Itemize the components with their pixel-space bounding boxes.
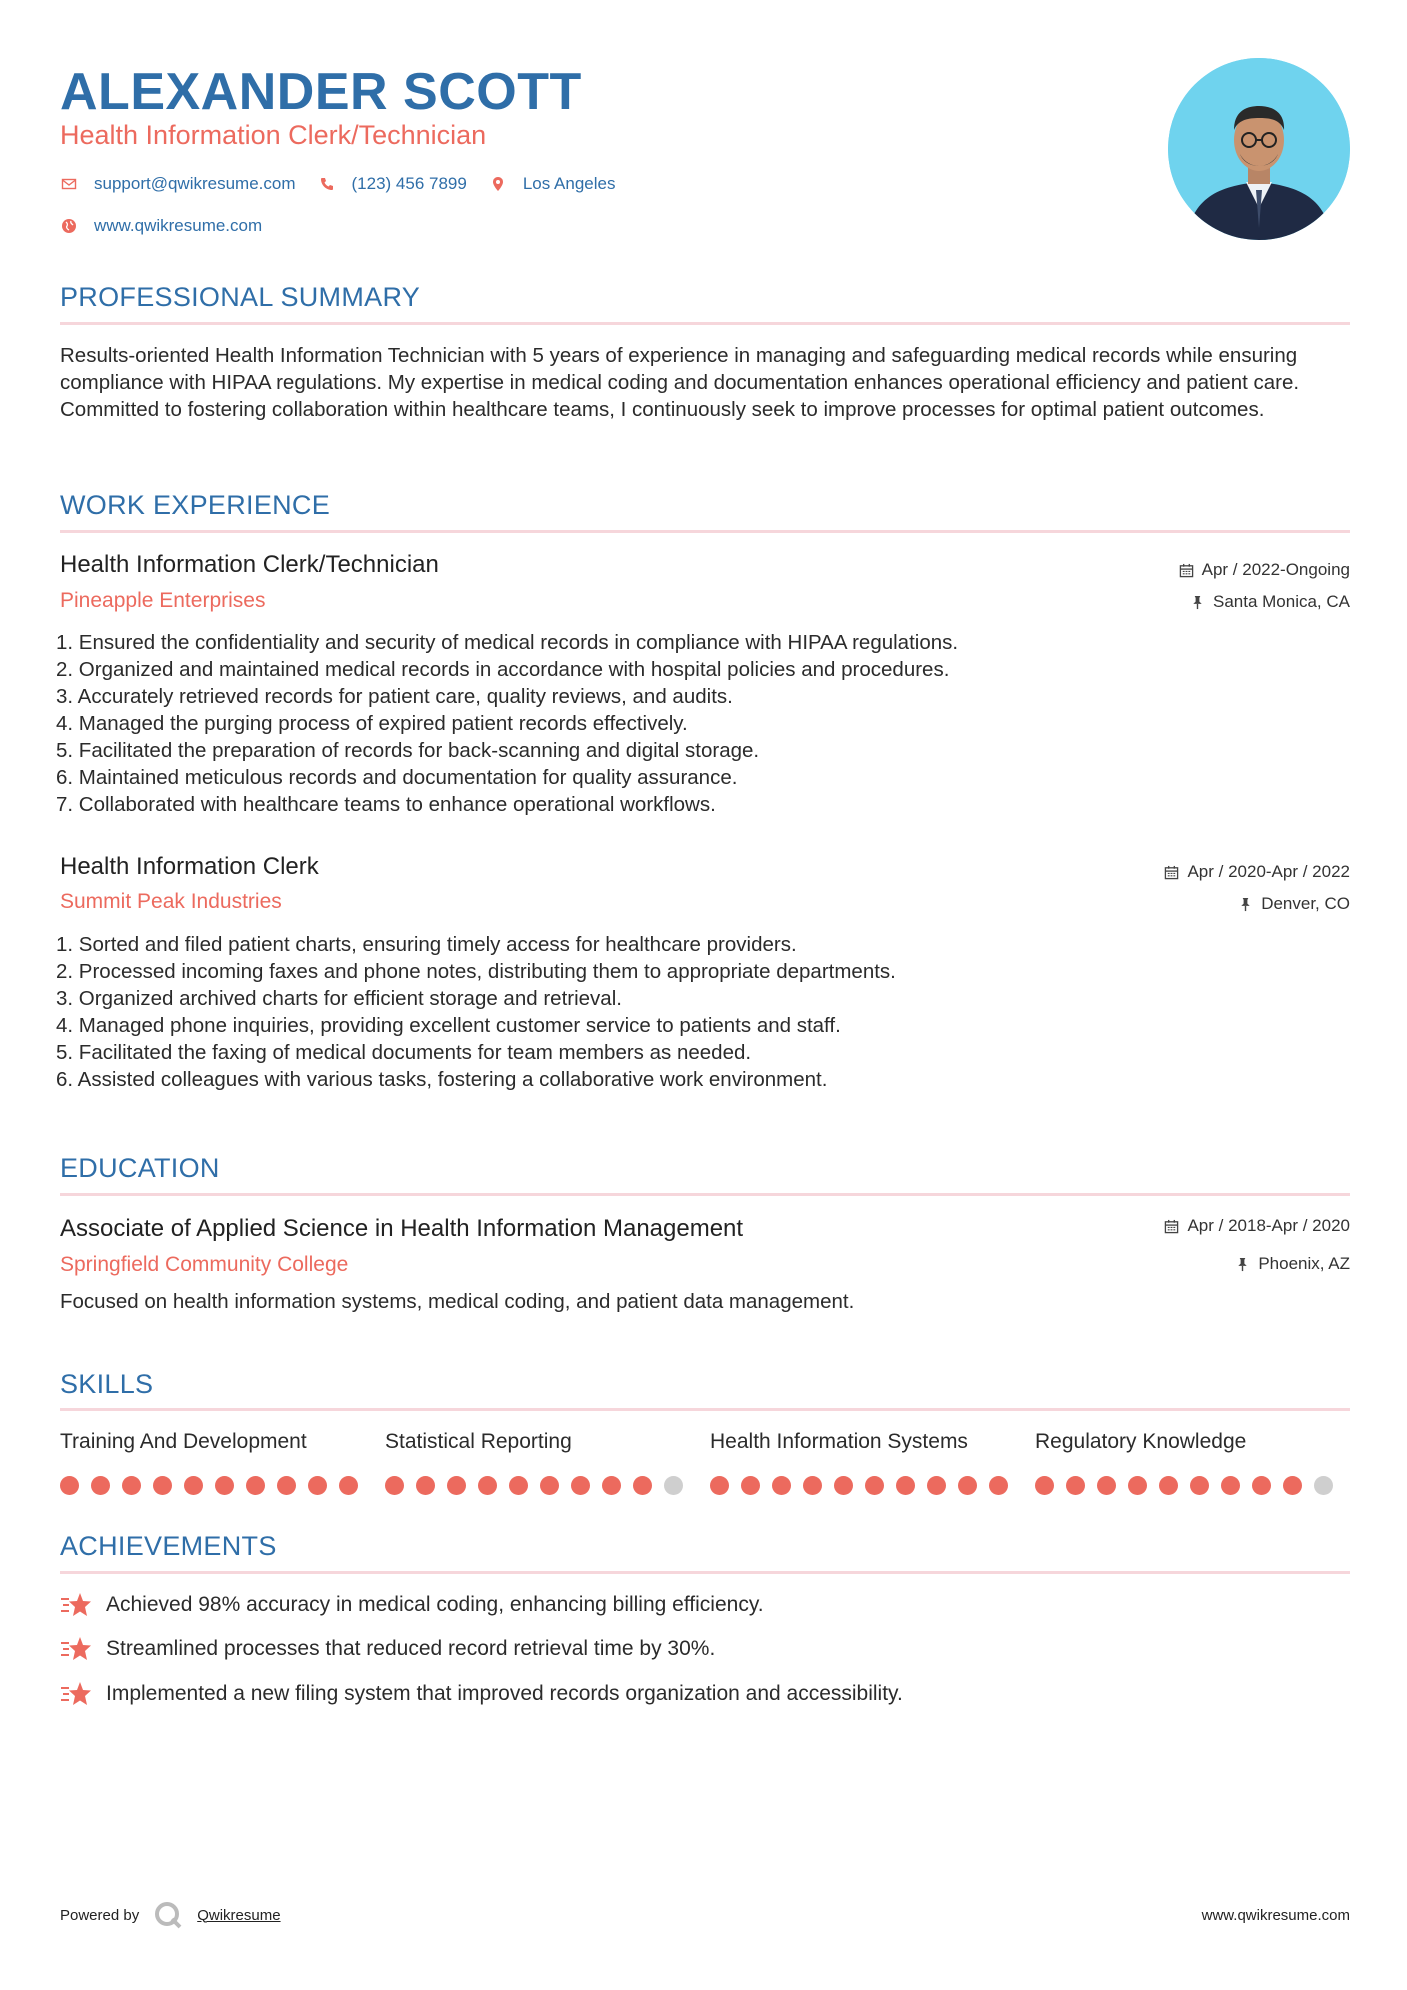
- summary-heading: PROFESSIONAL SUMMARY: [60, 282, 421, 312]
- skill-rating: [60, 1476, 385, 1495]
- powered-by-label: Powered by: [60, 1906, 140, 1924]
- achievement-text: Implemented a new filing system that improved records organization and accessibility.: [106, 1682, 903, 1705]
- map-pin-icon: [489, 175, 507, 193]
- contact-location: [489, 174, 616, 194]
- contact-website[interactable]: [60, 216, 262, 236]
- list-item: 4. Managed the purging process of expired patient records effectively.: [56, 712, 688, 735]
- education-description: Focused on health information systems, medical coding, and patient data management.: [60, 1290, 855, 1313]
- pushpin-icon: [1238, 897, 1253, 912]
- job-title: Health Information Clerk: [60, 853, 319, 880]
- job-location: [1238, 894, 1350, 914]
- footer-powered-by: [60, 1900, 281, 1930]
- rating-dot-filled: [571, 1476, 590, 1495]
- rating-dot-filled: [246, 1476, 265, 1495]
- rating-dot-filled: [509, 1476, 528, 1495]
- skill-name: Health Information Systems: [710, 1430, 968, 1453]
- rating-dot-empty: [664, 1476, 683, 1495]
- location-text: Los Angeles: [522, 174, 616, 193]
- job-bullets: [56, 931, 1306, 1093]
- calendar-icon: [1164, 865, 1179, 880]
- rating-dot-filled: [772, 1476, 791, 1495]
- list-item: 4. Managed phone inquiries, providing excellent customer service to patients and staff.: [56, 1014, 841, 1037]
- rating-dot-filled: [741, 1476, 760, 1495]
- pushpin-icon: [1190, 595, 1205, 610]
- section-divider: [60, 322, 1350, 325]
- education-location: [1235, 1254, 1350, 1274]
- envelope-icon: [60, 175, 78, 193]
- phone-text: (123) 456 7899: [351, 174, 467, 193]
- rating-dot-filled: [927, 1476, 946, 1495]
- rating-dot-filled: [447, 1476, 466, 1495]
- star-badge-icon: [60, 1591, 92, 1619]
- list-item: 3. Organized archived charts for efficient storage and retrieval.: [56, 987, 622, 1010]
- email-text: support@qwikresume.com: [94, 174, 296, 193]
- list-item: 1. Sorted and filed patient charts, ensuring timely access for healthcare providers.: [56, 933, 797, 956]
- education-dates-text: Apr / 2018-Apr / 2020: [1187, 1216, 1350, 1235]
- list-item: 6. Maintained meticulous records and documentation for quality assurance.: [56, 766, 738, 789]
- list-item: 2. Organized and maintained medical records in accordance with hospital policies and procedures.: [56, 658, 950, 681]
- section-divider: [60, 1571, 1350, 1574]
- rating-dot-filled: [633, 1476, 652, 1495]
- list-item: 1. Ensured the confidentiality and security of medical records in compliance with HIPAA regulations.: [56, 631, 959, 654]
- rating-dot-filled: [865, 1476, 884, 1495]
- list-item: 5. Facilitated the preparation of records for back-scanning and digital storage.: [56, 739, 760, 762]
- rating-dot-filled: [1159, 1476, 1178, 1495]
- job-title: Health Information Clerk/Technician: [60, 551, 439, 578]
- achievement-text: Achieved 98% accuracy in medical coding, enhancing billing efficiency.: [106, 1593, 764, 1616]
- rating-dot-filled: [803, 1476, 822, 1495]
- rating-dot-filled: [339, 1476, 358, 1495]
- rating-dot-filled: [1190, 1476, 1209, 1495]
- education-location-text: Phoenix, AZ: [1258, 1254, 1350, 1273]
- rating-dot-filled: [1035, 1476, 1054, 1495]
- rating-dot-filled: [416, 1476, 435, 1495]
- degree-title: Associate of Applied Science in Health Information Management: [60, 1215, 744, 1242]
- footer-url[interactable]: www.qwikresume.com: [1201, 1907, 1350, 1924]
- contact-phone[interactable]: [318, 174, 467, 194]
- globe-icon: [60, 217, 78, 235]
- footer-brand-link[interactable]: Qwikresume: [197, 1906, 281, 1924]
- skill-item: [60, 1430, 385, 1495]
- pushpin-icon: [1235, 1257, 1250, 1272]
- rating-dot-filled: [91, 1476, 110, 1495]
- star-badge-icon: [60, 1635, 92, 1663]
- job-company: Summit Peak Industries: [60, 890, 282, 913]
- skill-item: [385, 1430, 710, 1495]
- skill-item: [1035, 1430, 1360, 1495]
- achievements-heading: ACHIEVEMENTS: [60, 1531, 277, 1561]
- rating-dot-filled: [540, 1476, 559, 1495]
- rating-dot-filled: [122, 1476, 141, 1495]
- qwikresume-logo-icon: [153, 1900, 183, 1930]
- job-location-text: Denver, CO: [1261, 894, 1350, 913]
- job-dates-text: Apr / 2022-Ongoing: [1201, 560, 1350, 579]
- rating-dot-filled: [1097, 1476, 1116, 1495]
- phone-icon: [318, 175, 336, 193]
- list-item: 7. Collaborated with healthcare teams to enhance operational workflows.: [56, 793, 716, 816]
- school-name: Springfield Community College: [60, 1253, 349, 1276]
- skill-rating: [385, 1476, 710, 1495]
- education-dates: [1164, 1216, 1350, 1236]
- list-item: 6. Assisted colleagues with various tasks, fostering a collaborative work environment.: [56, 1068, 828, 1091]
- section-divider: [60, 1408, 1350, 1411]
- education-heading: EDUCATION: [60, 1153, 220, 1183]
- rating-dot-filled: [60, 1476, 79, 1495]
- list-item: 2. Processed incoming faxes and phone notes, distributing them to appropriate departments.: [56, 960, 896, 983]
- rating-dot-filled: [1252, 1476, 1271, 1495]
- rating-dot-filled: [989, 1476, 1008, 1495]
- achievement-item: [60, 1680, 1350, 1708]
- experience-heading: WORK EXPERIENCE: [60, 490, 331, 520]
- achievement-text: Streamlined processes that reduced record retrieval time by 30%.: [106, 1637, 716, 1660]
- candidate-name: ALEXANDER SCOTT: [60, 63, 582, 121]
- candidate-role: Health Information Clerk/Technician: [60, 120, 487, 150]
- contact-row-website: [60, 216, 284, 236]
- rating-dot-filled: [385, 1476, 404, 1495]
- skills-list: [60, 1430, 1360, 1495]
- website-text: www.qwikresume.com: [94, 216, 263, 235]
- skill-item: [710, 1430, 1035, 1495]
- list-item: 3. Accurately retrieved records for patient care, quality reviews, and audits.: [56, 685, 733, 708]
- rating-dot-filled: [1283, 1476, 1302, 1495]
- skill-name: Training And Development: [60, 1430, 307, 1453]
- rating-dot-filled: [834, 1476, 853, 1495]
- summary-text: Results-oriented Health Information Technician with 5 years of experience in managing and safeguarding medical records while ensuring compliance with HIPAA regulations. My expertise in medical coding and documentation enhances operational efficiency and patient care. Committed to fostering collaboration within healthcare teams, I continuously seek to improve processes for optimal patient outcomes.: [60, 344, 1300, 421]
- skills-heading: SKILLS: [60, 1369, 154, 1399]
- skill-name: Statistical Reporting: [385, 1430, 572, 1453]
- job-dates: [1164, 862, 1350, 882]
- rating-dot-filled: [184, 1476, 203, 1495]
- job-dates-text: Apr / 2020-Apr / 2022: [1187, 862, 1350, 881]
- job-company: Pineapple Enterprises: [60, 589, 266, 612]
- skill-rating: [710, 1476, 1035, 1495]
- rating-dot-filled: [277, 1476, 296, 1495]
- rating-dot-filled: [1128, 1476, 1147, 1495]
- rating-dot-filled: [958, 1476, 977, 1495]
- rating-dot-filled: [710, 1476, 729, 1495]
- rating-dot-filled: [896, 1476, 915, 1495]
- skill-rating: [1035, 1476, 1360, 1495]
- avatar: [1168, 58, 1350, 240]
- job-location-text: Santa Monica, CA: [1212, 592, 1350, 611]
- job-location: [1190, 592, 1350, 612]
- achievement-item: [60, 1635, 1350, 1663]
- skill-name: Regulatory Knowledge: [1035, 1430, 1247, 1453]
- achievement-item: [60, 1591, 1350, 1619]
- star-badge-icon: [60, 1680, 92, 1708]
- section-divider: [60, 1193, 1350, 1196]
- contact-email[interactable]: [60, 174, 296, 194]
- rating-dot-filled: [1221, 1476, 1240, 1495]
- rating-dot-filled: [308, 1476, 327, 1495]
- job-bullets: [56, 629, 1306, 818]
- calendar-icon: [1164, 1219, 1179, 1234]
- section-divider: [60, 530, 1350, 533]
- rating-dot-filled: [153, 1476, 172, 1495]
- job-dates: [1179, 560, 1350, 580]
- list-item: 5. Facilitated the faxing of medical documents for team members as needed.: [56, 1041, 752, 1064]
- calendar-icon: [1179, 563, 1194, 578]
- rating-dot-filled: [478, 1476, 497, 1495]
- rating-dot-filled: [215, 1476, 234, 1495]
- contact-row: [60, 174, 637, 194]
- rating-dot-filled: [602, 1476, 621, 1495]
- rating-dot-empty: [1314, 1476, 1333, 1495]
- rating-dot-filled: [1066, 1476, 1085, 1495]
